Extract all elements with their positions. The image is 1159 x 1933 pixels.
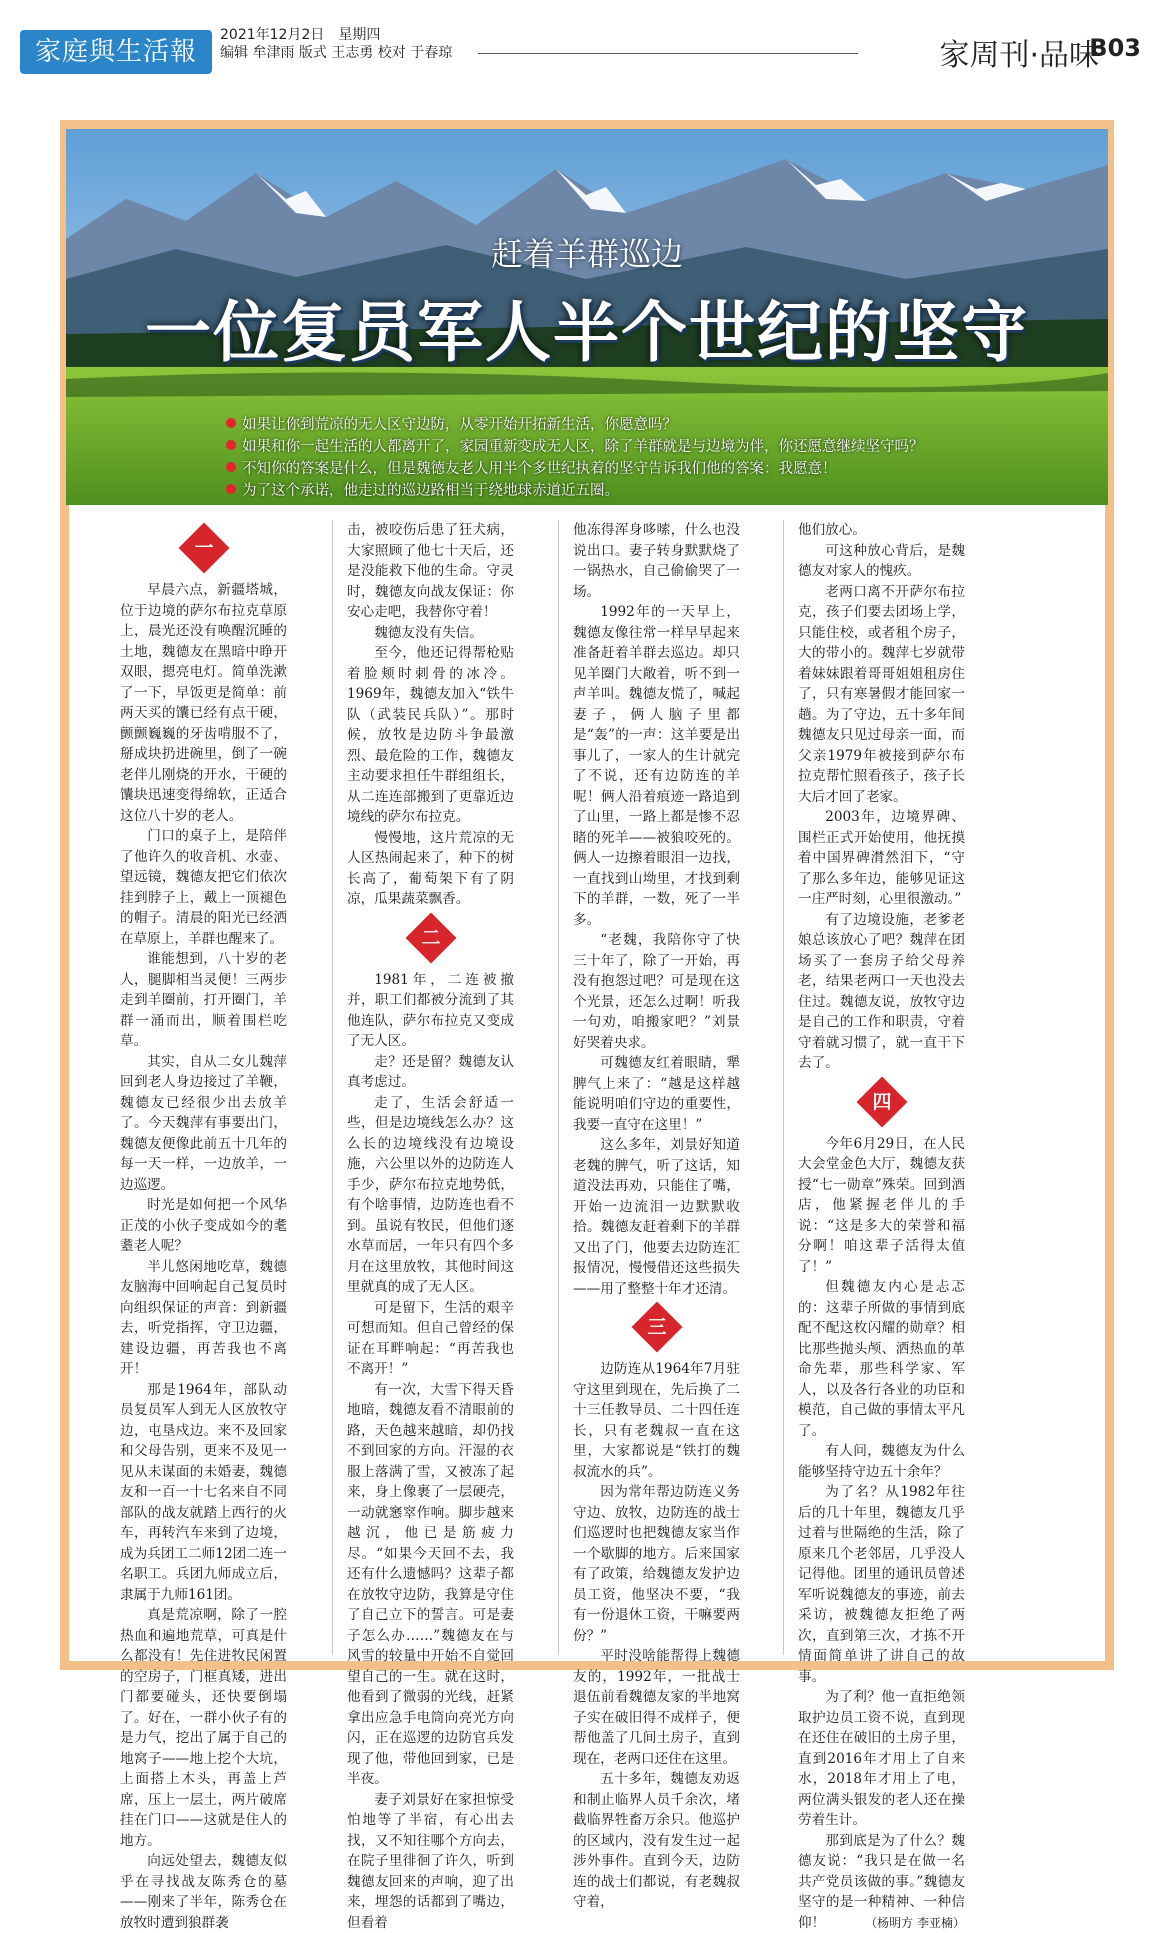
article-column-4 — [798, 520, 965, 1933]
masthead-rule — [478, 53, 858, 54]
paragraph: 2003年，边境界碑、围栏正式开始使用，他抚摸着中国界碑潸然泪下，“守了那么多年边，能够见证这一庄严时刻，心里很激动。” — [798, 807, 965, 910]
paragraph: 真是荒凉啊，除了一腔热血和遍地荒草，可真是什么都没有！先住进牧民闲置的空房子，门框真矮，进出门都要碰头，还快要倒塌了。好在，一群小伙子有的是力气，挖出了属于自己的地窝子——地上挖个大坑，上面搭上木头，再盖上芦席，压上一层土，两片破席挂在门口——这就是住人的地方。 — [120, 1605, 287, 1851]
paragraph: 其实，自从二女儿魏萍回到老人身边接过了羊鞭，魏德友已经很少出去放羊了。今天魏萍有事要出门，魏德友便像此前五十几年的每一天一样，一边放羊，一边巡逻。 — [120, 1052, 287, 1196]
paragraph: 平时没啥能帮得上魏德友的，1992年，一批战士退伍前看魏德友家的半地窝子实在破旧得不成样子，便帮他盖了几间土房子，直到现在，老两口还住在这里。 — [573, 1646, 740, 1769]
issue-meta — [220, 26, 452, 62]
newspaper-logo: 家庭與生活報 — [20, 30, 212, 74]
issue-date: 2021年12月2日 星期四 — [220, 26, 452, 44]
hero-image — [66, 129, 1108, 505]
article-kicker: 赶着羊群巡边 — [66, 229, 1108, 275]
summary-line: 如果让你到荒凉的无人区守边防，从零开始开拓新生活，你愿意吗？ — [226, 412, 1066, 434]
column-divider — [558, 520, 559, 1655]
bullet-icon — [226, 462, 236, 472]
section-marker: 三 — [631, 1302, 682, 1353]
paragraph: 魏德友没有失信。 — [347, 623, 514, 644]
paragraph: 可这种放心背后，是魏德友对家人的愧疚。 — [798, 541, 965, 582]
paragraph: 门口的桌子上，是陪伴了他许久的收音机、水壶、望远镜，魏德友把它们依次挂到脖子上，戴上一顶褪色的帽子。清晨的阳光已经洒在草原上，羊群也醒来了。 — [120, 826, 287, 949]
paragraph: 为了利？他一直拒绝领取护边员工资不说，直到现在还住在破旧的土房子里，直到2016年才用上了自来水，2018年才用上了电，两位满头银发的老人还在操劳着生计。 — [798, 1687, 965, 1831]
article-headline: 一位复员军人半个世纪的坚守 — [66, 279, 1108, 374]
summary-line: 为了这个承诺，他走过的巡边路相当于绕地球赤道近五圈。 — [226, 478, 1066, 500]
summary-line: 如果和你一起生活的人都离开了，家园重新变成无人区，除了羊群就是与边境为伴，你还愿意继续坚守吗？ — [226, 434, 1066, 456]
article-summary — [226, 412, 1066, 500]
paragraph: 向远处望去，魏德友似乎在寻找战友陈秀仓的墓——刚来了半年，陈秀仓在放牧时遭到狼群袭 — [120, 1851, 287, 1933]
summary-line: 不知你的答案是什么，但是魏德友老人用半个多世纪执着的坚守告诉我们他的答案：我愿意！ — [226, 456, 1066, 478]
section-name: 家周刊·品味 — [939, 30, 1099, 74]
staff-credits: 编辑 牟津雨 版式 王志勇 校对 于春琼 — [220, 44, 452, 62]
paragraph: 有一次，大雪下得天昏地暗，魏德友看不清眼前的路，天色越来越暗，却仍找不到回家的方向。汗湿的衣服上落满了雪，又被冻了起来，身上像裹了一层硬壳，一动就窸窣作响。脚步越来越沉，他已是筋疲力尽。“如果今天回不去，我还有什么遗憾吗？这辈子都在放牧守边防，我算是守住了自己立下的誓言。可是妻子怎么办……”魏德友在与风雪的较量中开始不自觉回望自己的一生。就在这时，他看到了微弱的光线，赶紧拿出应急手电筒向亮光方向闪，正在巡逻的边防官兵发现了他，带他回到家，已是半夜。 — [347, 1380, 514, 1790]
paragraph: 但魏德友内心是忐忑的：这辈子所做的事情到底配不配这枚闪耀的勋章？相比那些抛头颅、洒热血的革命先辈，那些科学家、军人，以及各行各业的功臣和模范，自己做的事情太平凡了。 — [798, 1277, 965, 1441]
article-column-1 — [120, 520, 287, 1933]
paragraph: “老魏，我陪你守了快三十年了，除了一开始，再没有抱怨过吧？可是现在这个光景，还怎么过啊！听我一句劝，咱搬家吧？”刘景好哭着央求。 — [573, 930, 740, 1053]
paragraph: 五十多年，魏德友劝返和制止临界人员千余次，堵截临界牲畜万余只。他巡护的区域内，没有发生过一起涉外事件。直到今天，边防连的战士们都说，有老魏叔守着， — [573, 1769, 740, 1913]
paragraph: 慢慢地，这片荒凉的无人区热闹起来了，种下的树长高了，葡萄架下有了阴凉，瓜果蔬菜飘香。 — [347, 828, 514, 910]
paragraph: 早晨六点，新疆塔城，位于边境的萨尔布拉克草原上，晨光还没有唤醒沉睡的土地，魏德友在黑暗中睁开双眼，摁亮电灯。简单洗漱了一下，早饭更是简单：前两天买的馕已经有点干硬，颤颤巍巍的牙齿啃服不了，掰成块扔进碗里，倒了一碗老伴儿刚烧的开水，干硬的馕块迅速变得绵软，正适合这位八十岁的老人。 — [120, 580, 287, 826]
paragraph: 妻子刘景好在家担惊受怕地等了半宿，有心出去找，又不知往哪个方向去，在院子里徘徊了许久，听到魏德友回来的声响，迎了出来，埋怨的话都到了嘴边，但看着 — [347, 1790, 514, 1933]
author-byline: （杨明方 李亚楠） — [838, 1913, 965, 1933]
paragraph: 因为常年帮边防连义务守边、放牧，边防连的战士们巡逻时也把魏德友家当作一个歇脚的地方。后来国家有了政策，给魏德友发护边员工资，他坚决不要，“我有一份退休工资，干嘛要两份？” — [573, 1482, 740, 1646]
paragraph: 击，被咬伤后患了狂犬病，大家照顾了他七十天后，还是没能救下他的生命。守灵时，魏德友向战友保证：你安心走吧，我替你守着！ — [347, 520, 514, 623]
paragraph: 走了，生活会舒适一些，但是边境线怎么办？这么长的边境线没有边境设施，六公里以外的边防连人手少，萨尔布拉克地势低，有个啥事情，边防连也看不到。虽说有牧民，但他们逐水草而居，一年只有四个多月在这里放牧，其他时间这里就真的成了无人区。 — [347, 1093, 514, 1298]
page-number: B03 — [1089, 34, 1141, 62]
bullet-icon — [226, 440, 236, 450]
paragraph: 今年6月29日，在人民大会堂金色大厅，魏德友获授“七一勋章”殊荣。回到酒店，他紧握老伴儿的手说：“这是多大的荣誉和福分啊！咱这辈子活得太值了！” — [798, 1134, 965, 1278]
paragraph: 时光是如何把一个风华正茂的小伙子变成如今的耄耋老人呢？ — [120, 1195, 287, 1257]
paragraph: 他冻得浑身哆嗦，什么也没说出口。妻子转身默默烧了一锅热水，自己偷偷哭了一场。 — [573, 520, 740, 602]
paragraph: 1992年的一天早上，魏德友像往常一样早早起来准备赶着羊群去巡边。却只见羊圈门大敞着，听不到一声羊叫。魏德友慌了，喊起妻子，俩人脑子里都是“轰”的一声：这羊要是出事儿了，一家人的生计就完了不说，还有边防连的羊呢！俩人沿着痕迹一路追到了山里，一路上都是惨不忍睹的死羊——被狼咬死的。俩人一边擦着眼泪一边找，一直找到山坳里，才找到剩下的羊群，一数，死了一半多。 — [573, 602, 740, 930]
paragraph: 可魏德友红着眼睛，犟脾气上来了：“越是这样越能说明咱们守边的重要性，我要一直守在这里！” — [573, 1053, 740, 1135]
paragraph: 1981年，二连被撤并，职工们都被分流到了其他连队，萨尔布拉克又变成了无人区。 — [347, 970, 514, 1052]
bullet-icon — [226, 418, 236, 428]
paragraph: 谁能想到，八十岁的老人，腿脚相当灵便！三两步走到羊圈前，打开圈门，羊群一涌而出，顺着围栏吃草。 — [120, 949, 287, 1052]
bullet-icon — [226, 484, 236, 494]
paragraph: 那是1964年，部队动员复员军人到无人区放牧守边，屯垦戍边。来不及回家和父母告别，更来不及见一见从未谋面的未婚妻，魏德友和一百一十七名来自不同部队的战友就踏上西行的火车，再转汽车来到了边境，成为兵团工二师12团二连一名职工。兵团九师成立后，隶属于九师161团。 — [120, 1380, 287, 1606]
section-marker: 二 — [405, 912, 456, 963]
column-divider — [783, 520, 784, 1655]
paragraph: 至今，他还记得帮枪贴着脸颊时刺骨的冰冷。1969年，魏德友加入“铁牛队（武装民兵队）”。那时候，放牧是边防斗争最激烈、最危险的工作，魏德友主动要求担任牛群组组长，从二连连部搬到了更靠近边境线的萨尔布拉克。 — [347, 643, 514, 828]
paragraph: 那到底是为了什么？魏德友说：“我只是在做一名共产党员该做的事。”魏德友坚守的是一种精神、一种信仰！ （杨明方 李亚楠） — [798, 1831, 965, 1933]
paragraph: 走？还是留？魏德友认真考虑过。 — [347, 1052, 514, 1093]
masthead — [0, 0, 1159, 90]
paragraph: 他们放心。 — [798, 520, 965, 541]
paragraph: 老两口离不开萨尔布拉克，孩子们要去团场上学，只能住校，或者租个房子，大的带小的。魏萍七岁就带着妹妹跟着哥哥姐姐租房住了，只有寒暑假才能回家一趟。为了守边，五十多年间魏德友只见过母亲一面，而父亲1979年被接到萨尔布拉克帮忙照看孩子，孩子长大后才回了老家。 — [798, 582, 965, 808]
paragraph: 可是留下，生活的艰辛可想而知。但自己曾经的保证在耳畔响起：“再苦我也不离开！” — [347, 1298, 514, 1380]
paragraph: 这么多年，刘景好知道老魏的脾气，听了这话，知道没法再劝，只能住了嘴，开始一边流泪一边默默收拾。魏德友赶着剩下的羊群又出了门，他要去边防连汇报情况，慢慢借还这些损失——用了整整十年才还清。 — [573, 1135, 740, 1299]
paragraph: 半儿悠闲地吃草，魏德友脑海中回响起自己复员时向组织保证的声音：到新疆去，听党指挥，守卫边疆，建设边疆，再苦我也不离开！ — [120, 1257, 287, 1380]
paragraph: 有了边境设施，老爹老娘总该放心了吧？魏萍在团场买了一套房子给父母养老，结果老两口一天也没去住过。魏德友说，放牧守边是自己的工作和职责，守着守着就习惯了，就一直干下去了。 — [798, 910, 965, 1074]
article-column-3 — [573, 520, 740, 1913]
column-divider — [332, 520, 333, 1655]
paragraph: 为了名？从1982年往后的几十年里，魏德友几乎过着与世隔绝的生活，除了原来几个老邻居，几乎没人记得他。团里的通讯员曾述军听说魏德友的事迹，前去采访，被魏德友拒绝了两次，直到第三次，才拣不开情面简单讲了讲自己的故事。 — [798, 1482, 965, 1687]
section-marker: 四 — [856, 1076, 907, 1127]
article-column-2 — [347, 520, 514, 1933]
section-marker: 一 — [178, 523, 229, 574]
paragraph: 边防连从1964年7月驻守这里到现在，先后换了二十三任教导员、二十四任连长，只有老魏叔一直在这里，大家都说是“铁打的魏叔流水的兵”。 — [573, 1359, 740, 1482]
paragraph: 有人问，魏德友为什么能够坚持守边五十余年？ — [798, 1441, 965, 1482]
